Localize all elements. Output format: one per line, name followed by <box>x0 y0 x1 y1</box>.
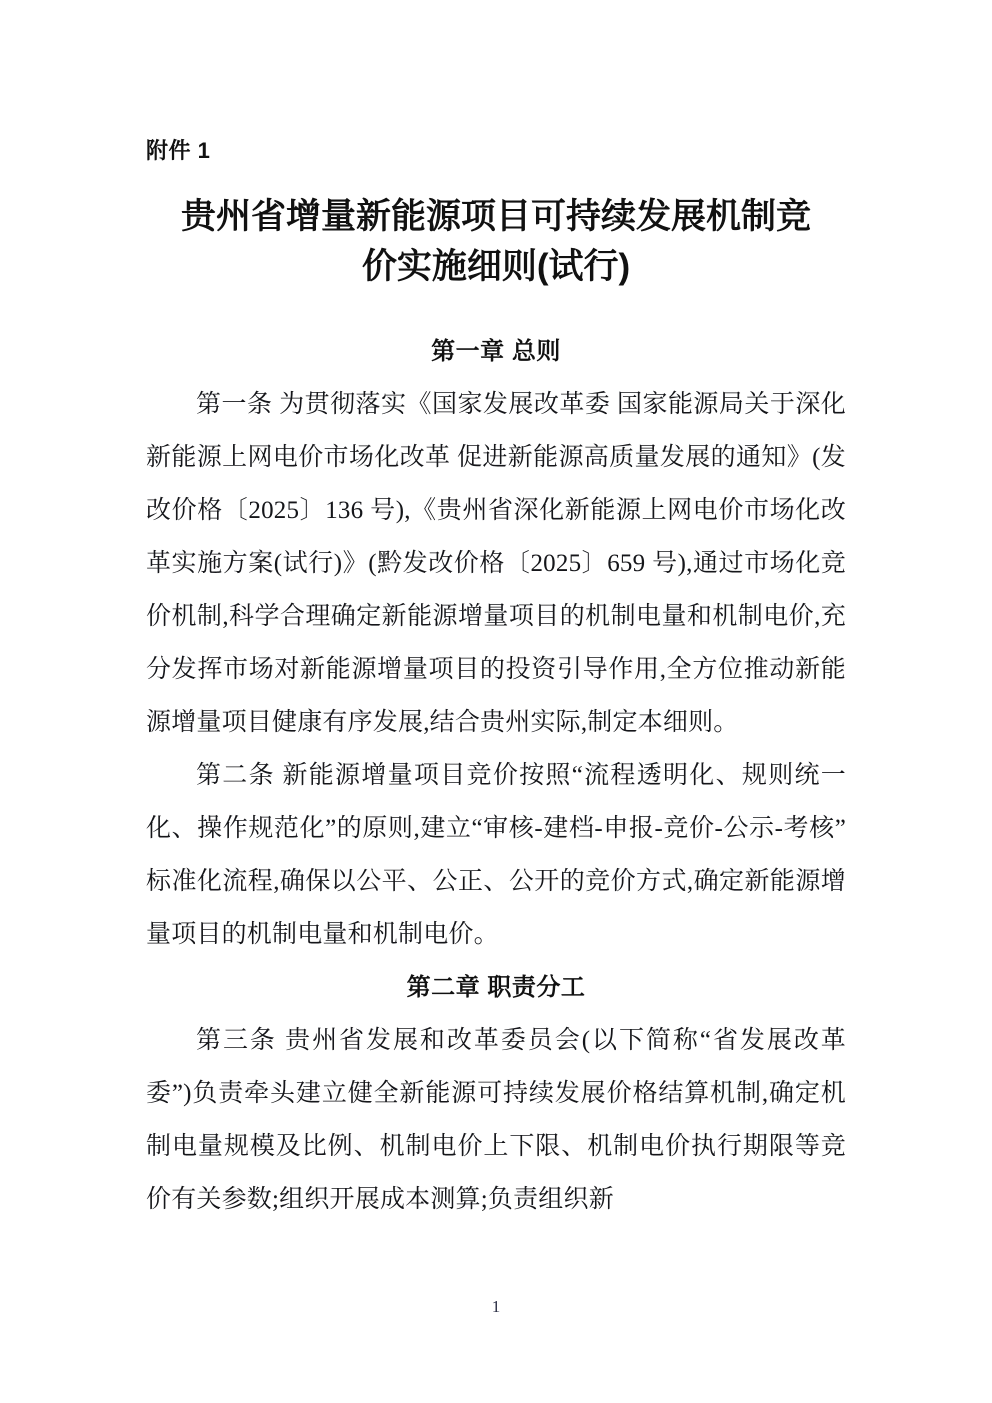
body-paragraph: 第三条 贵州省发展和改革委员会(以下简称“省发展改革委”)负责牵头建立健全新能源可持续发展价格结算机制,确定机制电量规模及比例、机制电价上下限、机制电价执行期限等竞价有关参数;组织开展成本测算;负责组织新 <box>146 1027 846 1213</box>
document-title-line-2: 价实施细则(试行) <box>361 247 631 286</box>
page-content-column <box>146 0 846 1403</box>
page-number: 1 <box>491 1297 501 1316</box>
chapter-heading: 第二章 职责分工 <box>406 974 586 1001</box>
body-paragraph: 第二条 新能源增量项目竞价按照“流程透明化、规则统一化、操作规范化”的原则,建立“审核-建档-申报-竞价-公示-考核”标准化流程,确保以公平、公正、公开的竞价方式,确定新能源增量项目的机制电量和机制电价。 <box>146 762 846 948</box>
document-title <box>146 192 846 292</box>
attachment-label: 附件 1 <box>146 138 211 163</box>
document-body <box>146 325 846 1226</box>
body-paragraph: 第一条 为贯彻落实《国家发展改革委 国家能源局关于深化新能源上网电价市场化改革 促进新能源高质量发展的通知》(发改价格〔2025〕136 号),《贵州省深化新能源上网电价市场化改革实施方案(试行)》(黔发改价格〔2025〕659 号),通过市场化竞价机制,科学合理确定新能源增量项目的机制电量和机制电价,充分发挥市场对新能源增量项目的投资引导作用,全方位推动新能源增量项目健康有序发展,结合贵州实际,制定本细则。 <box>146 391 846 736</box>
document-title-line-1: 贵州省增量新能源项目可持续发展机制竞 <box>180 197 811 236</box>
chapter-heading: 第一章 总则 <box>431 338 561 365</box>
